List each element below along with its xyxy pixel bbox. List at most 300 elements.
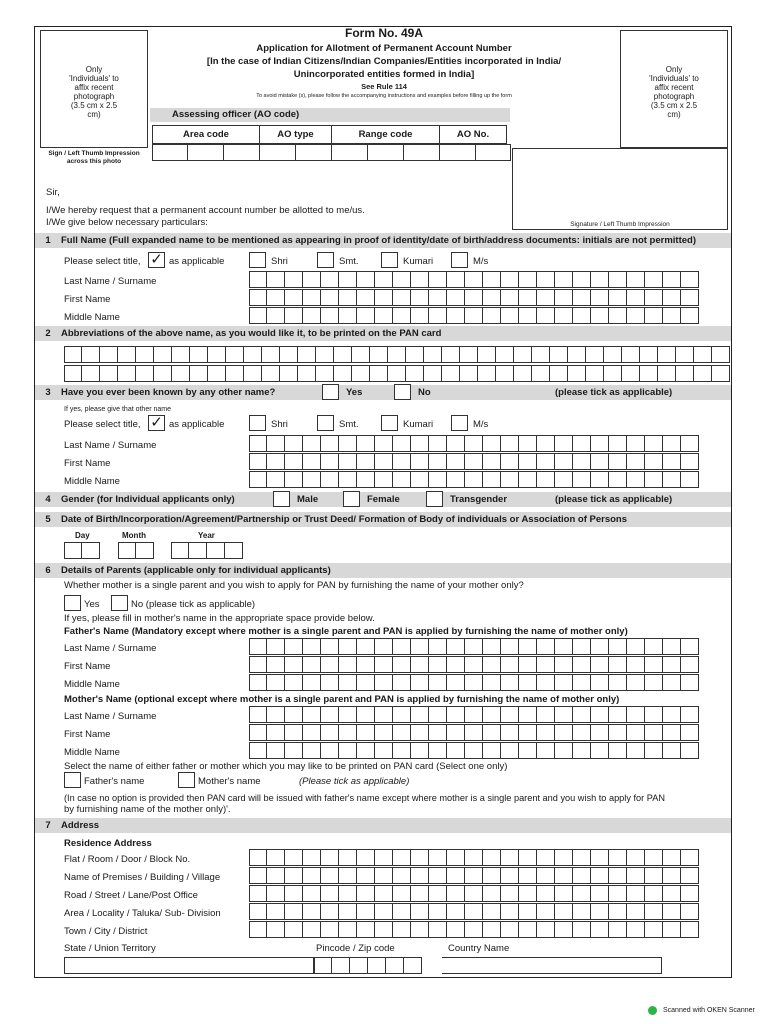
char-cell[interactable] bbox=[640, 346, 658, 363]
s5-month-grid[interactable] bbox=[118, 542, 154, 559]
char-cell[interactable] bbox=[501, 724, 519, 741]
char-cell[interactable] bbox=[303, 471, 321, 488]
char-cell[interactable] bbox=[393, 903, 411, 920]
s1-shri-checkbox[interactable] bbox=[249, 252, 266, 268]
char-cell[interactable] bbox=[483, 849, 501, 866]
char-cell[interactable] bbox=[267, 903, 285, 920]
char-cell[interactable] bbox=[519, 849, 537, 866]
char-cell[interactable] bbox=[393, 885, 411, 902]
char-cell[interactable] bbox=[208, 346, 226, 363]
char-cell[interactable] bbox=[429, 867, 447, 884]
char-cell[interactable] bbox=[321, 742, 339, 759]
char-cell[interactable] bbox=[627, 638, 645, 655]
char-cell[interactable] bbox=[501, 289, 519, 306]
char-cell[interactable] bbox=[447, 921, 465, 938]
s1-first-name-grid[interactable] bbox=[249, 289, 699, 306]
char-cell[interactable] bbox=[285, 742, 303, 759]
char-cell[interactable] bbox=[663, 638, 681, 655]
s6-father-last-name-grid[interactable] bbox=[249, 638, 699, 655]
char-cell[interactable] bbox=[627, 885, 645, 902]
char-cell[interactable] bbox=[573, 453, 591, 470]
char-cell[interactable] bbox=[681, 656, 699, 673]
char-cell[interactable] bbox=[429, 921, 447, 938]
char-cell[interactable] bbox=[339, 435, 357, 452]
char-cell[interactable] bbox=[681, 903, 699, 920]
char-cell[interactable] bbox=[339, 849, 357, 866]
char-cell[interactable] bbox=[303, 289, 321, 306]
char-cell[interactable] bbox=[537, 307, 555, 324]
s1-middle-name-grid[interactable] bbox=[249, 307, 699, 324]
char-cell[interactable] bbox=[501, 656, 519, 673]
char-cell[interactable] bbox=[519, 724, 537, 741]
char-cell[interactable] bbox=[285, 921, 303, 938]
char-cell[interactable] bbox=[375, 471, 393, 488]
char-cell[interactable] bbox=[645, 674, 663, 691]
char-cell[interactable] bbox=[424, 365, 442, 382]
char-cell[interactable] bbox=[519, 674, 537, 691]
char-cell[interactable] bbox=[357, 849, 375, 866]
char-cell[interactable] bbox=[226, 365, 244, 382]
char-cell[interactable] bbox=[663, 271, 681, 288]
char-cell[interactable] bbox=[555, 271, 573, 288]
char-cell[interactable] bbox=[645, 742, 663, 759]
char-cell[interactable] bbox=[681, 885, 699, 902]
char-cell[interactable] bbox=[645, 706, 663, 723]
char-cell[interactable] bbox=[303, 453, 321, 470]
char-cell[interactable] bbox=[465, 453, 483, 470]
char-cell[interactable] bbox=[501, 435, 519, 452]
char-cell[interactable] bbox=[321, 638, 339, 655]
char-cell[interactable] bbox=[537, 724, 555, 741]
char-cell[interactable] bbox=[555, 706, 573, 723]
char-cell[interactable] bbox=[357, 435, 375, 452]
char-cell[interactable] bbox=[429, 903, 447, 920]
char-cell[interactable] bbox=[645, 289, 663, 306]
char-cell[interactable] bbox=[483, 656, 501, 673]
char-cell[interactable] bbox=[645, 724, 663, 741]
char-cell[interactable] bbox=[645, 656, 663, 673]
char-cell[interactable] bbox=[82, 365, 100, 382]
s3-yes-checkbox[interactable] bbox=[322, 384, 339, 400]
char-cell[interactable] bbox=[645, 885, 663, 902]
char-cell[interactable] bbox=[591, 867, 609, 884]
char-cell[interactable] bbox=[249, 867, 267, 884]
char-cell[interactable] bbox=[82, 346, 100, 363]
char-cell[interactable] bbox=[609, 742, 627, 759]
char-cell[interactable] bbox=[303, 706, 321, 723]
char-cell[interactable] bbox=[411, 724, 429, 741]
char-cell[interactable] bbox=[537, 742, 555, 759]
s6-mother-middle-name-grid[interactable] bbox=[249, 742, 699, 759]
char-cell[interactable] bbox=[573, 289, 591, 306]
char-cell[interactable] bbox=[568, 365, 586, 382]
char-cell[interactable] bbox=[339, 885, 357, 902]
char-cell[interactable] bbox=[375, 706, 393, 723]
char-cell[interactable] bbox=[429, 638, 447, 655]
char-cell[interactable] bbox=[429, 674, 447, 691]
char-cell[interactable] bbox=[537, 885, 555, 902]
char-cell[interactable] bbox=[537, 903, 555, 920]
char-cell[interactable] bbox=[501, 849, 519, 866]
char-cell[interactable] bbox=[681, 674, 699, 691]
char-cell[interactable] bbox=[298, 346, 316, 363]
char-cell[interactable] bbox=[321, 885, 339, 902]
char-cell[interactable] bbox=[411, 638, 429, 655]
char-cell[interactable] bbox=[591, 271, 609, 288]
char-cell[interactable] bbox=[676, 365, 694, 382]
char-cell[interactable] bbox=[285, 289, 303, 306]
char-cell[interactable] bbox=[537, 706, 555, 723]
char-cell[interactable] bbox=[573, 724, 591, 741]
char-cell[interactable] bbox=[591, 471, 609, 488]
char-cell[interactable] bbox=[663, 903, 681, 920]
char-cell[interactable] bbox=[663, 849, 681, 866]
char-cell[interactable] bbox=[537, 674, 555, 691]
char-cell[interactable] bbox=[591, 453, 609, 470]
char-cell[interactable] bbox=[393, 921, 411, 938]
char-cell[interactable] bbox=[609, 867, 627, 884]
char-cell[interactable] bbox=[303, 307, 321, 324]
char-cell[interactable] bbox=[429, 656, 447, 673]
char-cell[interactable] bbox=[586, 365, 604, 382]
s5-year-grid[interactable] bbox=[171, 542, 243, 559]
char-cell[interactable] bbox=[573, 849, 591, 866]
char-cell[interactable] bbox=[465, 885, 483, 902]
char-cell[interactable] bbox=[591, 674, 609, 691]
char-cell[interactable] bbox=[483, 742, 501, 759]
char-cell[interactable] bbox=[285, 471, 303, 488]
char-cell[interactable] bbox=[249, 453, 267, 470]
char-cell[interactable] bbox=[249, 706, 267, 723]
char-cell[interactable] bbox=[285, 724, 303, 741]
char-cell[interactable] bbox=[249, 849, 267, 866]
char-cell[interactable] bbox=[388, 346, 406, 363]
char-cell[interactable] bbox=[465, 849, 483, 866]
char-cell[interactable] bbox=[604, 346, 622, 363]
char-cell[interactable] bbox=[393, 724, 411, 741]
char-cell[interactable] bbox=[519, 885, 537, 902]
s1-kumari-checkbox[interactable] bbox=[381, 252, 398, 268]
char-cell[interactable] bbox=[411, 674, 429, 691]
char-cell[interactable] bbox=[339, 271, 357, 288]
char-cell[interactable] bbox=[357, 638, 375, 655]
char-cell[interactable] bbox=[537, 271, 555, 288]
char-cell[interactable] bbox=[591, 435, 609, 452]
char-cell[interactable] bbox=[249, 638, 267, 655]
char-cell[interactable] bbox=[568, 346, 586, 363]
char-cell[interactable] bbox=[267, 867, 285, 884]
char-cell[interactable] bbox=[591, 656, 609, 673]
char-cell[interactable] bbox=[303, 724, 321, 741]
char-cell[interactable] bbox=[321, 921, 339, 938]
char-cell[interactable] bbox=[478, 365, 496, 382]
char-cell[interactable] bbox=[483, 674, 501, 691]
char-cell[interactable] bbox=[375, 638, 393, 655]
s7-town-grid[interactable] bbox=[249, 921, 699, 938]
char-cell[interactable] bbox=[645, 849, 663, 866]
char-cell[interactable] bbox=[393, 867, 411, 884]
char-cell[interactable] bbox=[249, 289, 267, 306]
char-cell[interactable] bbox=[411, 885, 429, 902]
char-cell[interactable] bbox=[609, 724, 627, 741]
char-cell[interactable] bbox=[460, 365, 478, 382]
char-cell[interactable] bbox=[249, 921, 267, 938]
char-cell[interactable] bbox=[658, 346, 676, 363]
char-cell[interactable] bbox=[375, 656, 393, 673]
signature-box[interactable] bbox=[512, 148, 728, 230]
char-cell[interactable] bbox=[357, 706, 375, 723]
s7-road-grid[interactable] bbox=[249, 885, 699, 902]
char-cell[interactable] bbox=[429, 706, 447, 723]
char-cell[interactable] bbox=[267, 656, 285, 673]
char-cell[interactable] bbox=[285, 638, 303, 655]
char-cell[interactable] bbox=[447, 706, 465, 723]
char-cell[interactable] bbox=[663, 921, 681, 938]
char-cell[interactable] bbox=[375, 921, 393, 938]
char-cell[interactable] bbox=[393, 638, 411, 655]
char-cell[interactable] bbox=[663, 307, 681, 324]
char-cell[interactable] bbox=[555, 674, 573, 691]
char-cell[interactable] bbox=[285, 706, 303, 723]
char-cell[interactable] bbox=[591, 903, 609, 920]
char-cell[interactable] bbox=[447, 638, 465, 655]
char-cell[interactable] bbox=[591, 885, 609, 902]
char-cell[interactable] bbox=[357, 471, 375, 488]
char-cell[interactable] bbox=[411, 435, 429, 452]
char-cell[interactable] bbox=[447, 724, 465, 741]
char-cell[interactable] bbox=[285, 435, 303, 452]
char-cell[interactable] bbox=[303, 742, 321, 759]
char-cell[interactable] bbox=[321, 867, 339, 884]
char-cell[interactable] bbox=[303, 656, 321, 673]
char-cell[interactable] bbox=[501, 706, 519, 723]
char-cell[interactable] bbox=[573, 271, 591, 288]
char-cell[interactable] bbox=[393, 656, 411, 673]
char-cell[interactable] bbox=[465, 742, 483, 759]
char-cell[interactable] bbox=[645, 638, 663, 655]
s6-no-checkbox[interactable] bbox=[111, 595, 128, 611]
char-cell[interactable] bbox=[411, 656, 429, 673]
char-cell[interactable] bbox=[267, 724, 285, 741]
char-cell[interactable] bbox=[303, 849, 321, 866]
s7-premises-grid[interactable] bbox=[249, 867, 699, 884]
char-cell[interactable] bbox=[465, 638, 483, 655]
char-cell[interactable] bbox=[663, 289, 681, 306]
char-cell[interactable] bbox=[303, 271, 321, 288]
char-cell[interactable] bbox=[609, 921, 627, 938]
char-cell[interactable] bbox=[627, 453, 645, 470]
char-cell[interactable] bbox=[609, 656, 627, 673]
char-cell[interactable] bbox=[663, 867, 681, 884]
char-cell[interactable] bbox=[555, 885, 573, 902]
char-cell[interactable] bbox=[267, 674, 285, 691]
char-cell[interactable] bbox=[465, 674, 483, 691]
char-cell[interactable] bbox=[627, 706, 645, 723]
char-cell[interactable] bbox=[681, 453, 699, 470]
char-cell[interactable] bbox=[627, 867, 645, 884]
char-cell[interactable] bbox=[267, 307, 285, 324]
char-cell[interactable] bbox=[627, 921, 645, 938]
char-cell[interactable] bbox=[393, 453, 411, 470]
char-cell[interactable] bbox=[483, 706, 501, 723]
char-cell[interactable] bbox=[627, 724, 645, 741]
char-cell[interactable] bbox=[465, 656, 483, 673]
char-cell[interactable] bbox=[321, 435, 339, 452]
char-cell[interactable] bbox=[357, 453, 375, 470]
char-cell[interactable] bbox=[321, 674, 339, 691]
char-cell[interactable] bbox=[249, 742, 267, 759]
char-cell[interactable] bbox=[663, 885, 681, 902]
char-cell[interactable] bbox=[447, 742, 465, 759]
char-cell[interactable] bbox=[681, 921, 699, 938]
char-cell[interactable] bbox=[573, 742, 591, 759]
char-cell[interactable] bbox=[465, 903, 483, 920]
char-cell[interactable] bbox=[411, 903, 429, 920]
char-cell[interactable] bbox=[303, 638, 321, 655]
char-cell[interactable] bbox=[172, 346, 190, 363]
char-cell[interactable] bbox=[375, 724, 393, 741]
char-cell[interactable] bbox=[357, 724, 375, 741]
char-cell[interactable] bbox=[514, 346, 532, 363]
char-cell[interactable] bbox=[429, 471, 447, 488]
char-cell[interactable] bbox=[267, 271, 285, 288]
char-cell[interactable] bbox=[519, 742, 537, 759]
char-cell[interactable] bbox=[321, 903, 339, 920]
char-cell[interactable] bbox=[267, 921, 285, 938]
char-cell[interactable] bbox=[303, 435, 321, 452]
char-cell[interactable] bbox=[339, 867, 357, 884]
char-cell[interactable] bbox=[519, 638, 537, 655]
char-cell[interactable] bbox=[244, 365, 262, 382]
char-cell[interactable] bbox=[447, 849, 465, 866]
char-cell[interactable] bbox=[550, 346, 568, 363]
char-cell[interactable] bbox=[591, 724, 609, 741]
char-cell[interactable] bbox=[447, 867, 465, 884]
char-cell[interactable] bbox=[393, 674, 411, 691]
char-cell[interactable] bbox=[429, 435, 447, 452]
char-cell[interactable] bbox=[519, 307, 537, 324]
char-cell[interactable] bbox=[591, 307, 609, 324]
char-cell[interactable] bbox=[190, 365, 208, 382]
char-cell[interactable] bbox=[519, 903, 537, 920]
char-cell[interactable] bbox=[339, 471, 357, 488]
char-cell[interactable] bbox=[591, 289, 609, 306]
char-cell[interactable] bbox=[393, 289, 411, 306]
char-cell[interactable] bbox=[249, 307, 267, 324]
char-cell[interactable] bbox=[411, 289, 429, 306]
char-cell[interactable] bbox=[388, 365, 406, 382]
char-cell[interactable] bbox=[442, 346, 460, 363]
char-cell[interactable] bbox=[645, 867, 663, 884]
char-cell[interactable] bbox=[411, 471, 429, 488]
char-cell[interactable] bbox=[411, 867, 429, 884]
char-cell[interactable] bbox=[645, 471, 663, 488]
photo-box-left[interactable] bbox=[40, 30, 148, 148]
char-cell[interactable] bbox=[321, 271, 339, 288]
char-cell[interactable] bbox=[460, 346, 478, 363]
char-cell[interactable] bbox=[483, 921, 501, 938]
char-cell[interactable] bbox=[501, 885, 519, 902]
char-cell[interactable] bbox=[555, 903, 573, 920]
char-cell[interactable] bbox=[501, 867, 519, 884]
char-cell[interactable] bbox=[573, 867, 591, 884]
char-cell[interactable] bbox=[352, 365, 370, 382]
char-cell[interactable] bbox=[501, 453, 519, 470]
char-cell[interactable] bbox=[339, 921, 357, 938]
char-cell[interactable] bbox=[339, 453, 357, 470]
char-cell[interactable] bbox=[681, 289, 699, 306]
char-cell[interactable] bbox=[537, 638, 555, 655]
char-cell[interactable] bbox=[609, 435, 627, 452]
char-cell[interactable] bbox=[249, 435, 267, 452]
char-cell[interactable] bbox=[591, 921, 609, 938]
s5-day-grid[interactable] bbox=[64, 542, 100, 559]
char-cell[interactable] bbox=[357, 742, 375, 759]
char-cell[interactable] bbox=[627, 849, 645, 866]
char-cell[interactable] bbox=[627, 435, 645, 452]
char-cell[interactable] bbox=[262, 346, 280, 363]
s7-state-input[interactable] bbox=[64, 957, 314, 974]
char-cell[interactable] bbox=[514, 365, 532, 382]
char-cell[interactable] bbox=[537, 656, 555, 673]
char-cell[interactable] bbox=[483, 867, 501, 884]
char-cell[interactable] bbox=[244, 346, 262, 363]
char-cell[interactable] bbox=[393, 471, 411, 488]
char-cell[interactable] bbox=[555, 638, 573, 655]
char-cell[interactable] bbox=[537, 921, 555, 938]
char-cell[interactable] bbox=[357, 903, 375, 920]
char-cell[interactable] bbox=[447, 453, 465, 470]
char-cell[interactable] bbox=[627, 307, 645, 324]
char-cell[interactable] bbox=[339, 289, 357, 306]
char-cell[interactable] bbox=[573, 885, 591, 902]
char-cell[interactable] bbox=[393, 307, 411, 324]
char-cell[interactable] bbox=[519, 453, 537, 470]
char-cell[interactable] bbox=[573, 307, 591, 324]
char-cell[interactable] bbox=[591, 706, 609, 723]
char-cell[interactable] bbox=[393, 849, 411, 866]
char-cell[interactable] bbox=[663, 453, 681, 470]
char-cell[interactable] bbox=[609, 307, 627, 324]
char-cell[interactable] bbox=[609, 885, 627, 902]
char-cell[interactable] bbox=[447, 674, 465, 691]
char-cell[interactable] bbox=[537, 849, 555, 866]
char-cell[interactable] bbox=[627, 742, 645, 759]
char-cell[interactable] bbox=[393, 706, 411, 723]
char-cell[interactable] bbox=[537, 289, 555, 306]
char-cell[interactable] bbox=[465, 724, 483, 741]
char-cell[interactable] bbox=[267, 435, 285, 452]
char-cell[interactable] bbox=[303, 674, 321, 691]
char-cell[interactable] bbox=[429, 849, 447, 866]
char-cell[interactable] bbox=[424, 346, 442, 363]
char-cell[interactable] bbox=[645, 435, 663, 452]
char-cell[interactable] bbox=[411, 849, 429, 866]
char-cell[interactable] bbox=[411, 307, 429, 324]
char-cell[interactable] bbox=[370, 365, 388, 382]
char-cell[interactable] bbox=[249, 656, 267, 673]
char-cell[interactable] bbox=[537, 435, 555, 452]
char-cell[interactable] bbox=[519, 656, 537, 673]
char-cell[interactable] bbox=[100, 365, 118, 382]
char-cell[interactable] bbox=[442, 365, 460, 382]
char-cell[interactable] bbox=[321, 289, 339, 306]
s7-country-input[interactable] bbox=[442, 957, 662, 974]
char-cell[interactable] bbox=[609, 849, 627, 866]
char-cell[interactable] bbox=[622, 365, 640, 382]
char-cell[interactable] bbox=[555, 742, 573, 759]
char-cell[interactable] bbox=[64, 346, 82, 363]
